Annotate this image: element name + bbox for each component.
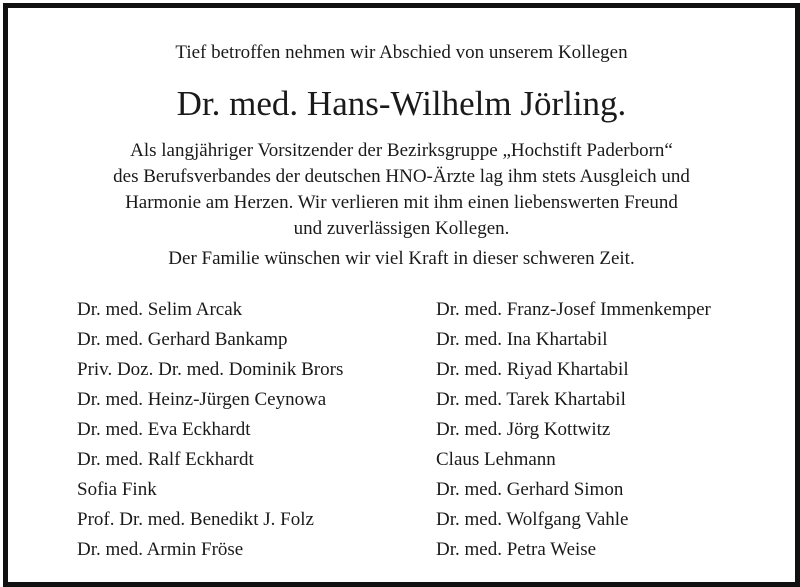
signer-name: Sofia Fink (77, 479, 157, 500)
signer-name: Dr. med. Armin Fröse (77, 539, 244, 560)
signers-right-column (436, 295, 711, 565)
obituary-frame (3, 3, 800, 587)
signer-name: Dr. med. Ina Khartabil (436, 329, 608, 350)
signer-name: Dr. med. Riyad Khartabil (436, 359, 629, 380)
signer-name: Dr. med. Gerhard Simon (436, 479, 624, 500)
signer-name: Priv. Doz. Dr. med. Dominik Brors (77, 359, 344, 380)
tribute-line: Als langjähriger Vorsitzender der Bezirksgruppe „Hochstift Paderborn“ (130, 140, 673, 161)
intro-text: Tief betroffen nehmen wir Abschied von unserem Kollegen (175, 42, 628, 63)
signer-name: Dr. med. Franz-Josef Immenkemper (436, 299, 711, 320)
condolence-wish: Der Familie wünschen wir viel Kraft in dieser schweren Zeit. (168, 248, 635, 269)
signer-name: Dr. med. Ralf Eckhardt (77, 449, 254, 470)
signer-name: Claus Lehmann (436, 449, 556, 470)
tribute-line: des Berufsverbandes der deutschen HNO-Ärzte lag ihm stets Ausgleich und (113, 166, 690, 187)
signers-left-column (77, 295, 343, 565)
signer-name: Dr. med. Eva Eckhardt (77, 419, 251, 440)
signer-name: Dr. med. Petra Weise (436, 539, 597, 560)
signer-name: Dr. med. Wolfgang Vahle (436, 509, 629, 530)
signer-name: Dr. med. Tarek Khartabil (436, 389, 626, 410)
tribute-paragraph (8, 138, 795, 242)
signer-name: Dr. med. Jörg Kottwitz (436, 419, 611, 440)
tribute-line: Harmonie am Herzen. Wir verlieren mit ihm einen liebenswerten Freund (125, 192, 678, 213)
deceased-name: Dr. med. Hans-Wilhelm Jörling. (176, 84, 627, 123)
tribute-line: und zuverlässigen Kollegen. (293, 218, 510, 239)
signer-name: Dr. med. Heinz-Jürgen Ceynowa (77, 389, 327, 410)
signer-name: Dr. med. Gerhard Bankamp (77, 329, 288, 350)
signer-name: Dr. med. Selim Arcak (77, 299, 243, 320)
signer-name: Prof. Dr. med. Benedikt J. Folz (77, 509, 314, 530)
